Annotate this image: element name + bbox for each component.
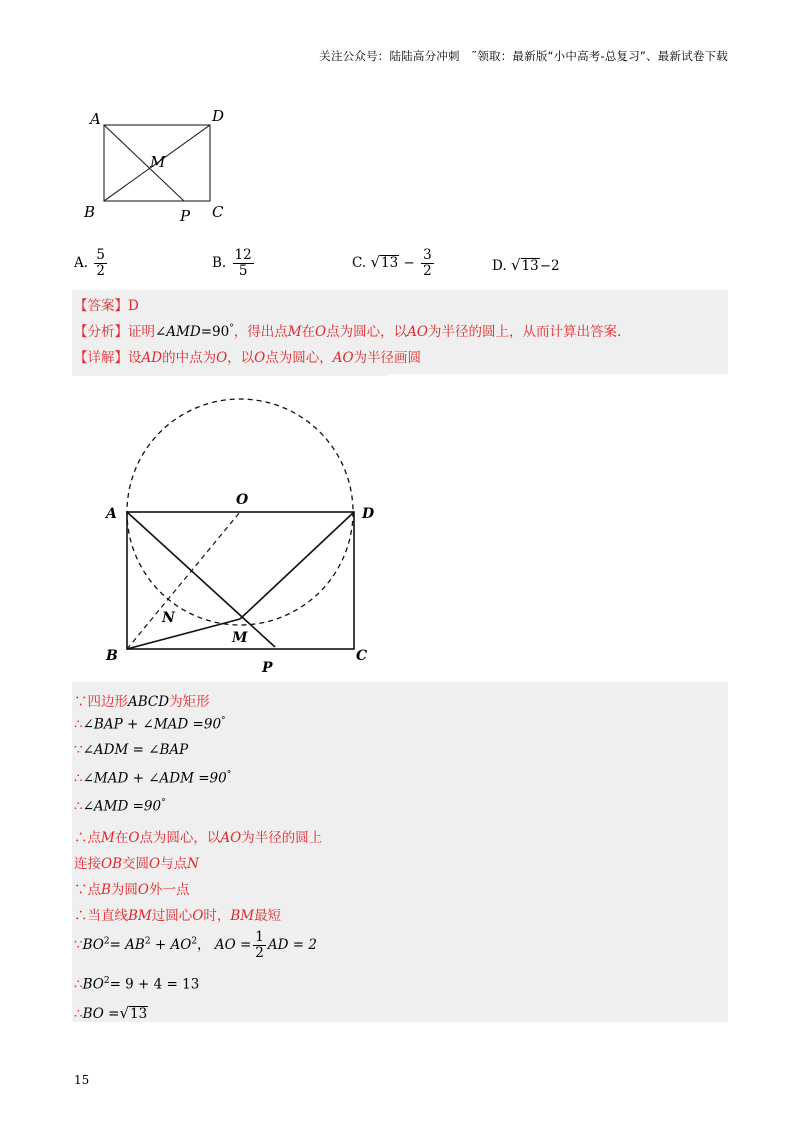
label-m: M — [232, 630, 248, 646]
choice-c-prefix: C. — [352, 254, 367, 271]
step-7: 连接OB交圆O与点N — [74, 856, 199, 872]
detail-line: 【详解】设AD的中点为O，以O点为圆心，AO为半径画圆 — [74, 350, 422, 366]
fraction: $\frac{3}{2}$ — [423, 247, 432, 279]
label-d: D — [362, 506, 375, 522]
label-o: O — [236, 492, 249, 508]
fraction: $\frac{12}{5}$ — [234, 247, 252, 279]
label-a: A — [106, 506, 117, 522]
label-p: P — [262, 660, 273, 676]
figure-rectangle-abcd — [80, 105, 240, 225]
choice-c[interactable] — [352, 248, 436, 279]
label-m: M — [150, 153, 166, 171]
choice-d-rest: −2 — [539, 258, 560, 274]
choice-d-prefix: D. — [492, 258, 507, 274]
step-8: ∵点B为圆O外一点 — [74, 882, 190, 898]
answer-line: 【答案】D — [74, 298, 139, 314]
label-c: C — [212, 203, 224, 221]
step-3: ∵∠ADM = ∠BAP — [74, 742, 189, 758]
step-5: ∴∠AMD =90° — [74, 798, 166, 815]
fraction: $\frac{5}{2}$ — [96, 247, 105, 279]
analysis-line: 【分析】证明∠AMD=90°，得出点M在O点为圆心，以AO为半径的圆上，从而计算出答案. — [74, 323, 622, 340]
minus-sign: − — [403, 254, 415, 271]
label-d: D — [212, 107, 225, 125]
step-2: ∴∠BAP + ∠MAD =90° — [74, 716, 226, 733]
radical-sign: √ — [370, 252, 380, 271]
step-9: ∴当直线BM过圆心O时，BM最短 — [74, 908, 282, 924]
choice-a[interactable] — [74, 248, 109, 279]
label-b: B — [84, 203, 96, 221]
page-number: 15 — [74, 1073, 90, 1087]
step-11: $\therefore BO^2= 9 + 4 = 13$ — [74, 976, 200, 993]
step-12: ∴BO =√13 — [74, 1004, 148, 1022]
radicand: 13 — [521, 258, 539, 274]
label-b: B — [106, 648, 118, 664]
choice-b-prefix: B. — [212, 254, 227, 271]
label-p: P — [180, 207, 191, 225]
page-header: 关注公众号：陆陆高分冲刺 ˜领取：最新版“小中高考-总复习”、最新试卷下载 — [319, 49, 728, 63]
choice-b[interactable] — [212, 248, 256, 279]
step-4: ∴∠MAD + ∠ADM =90° — [74, 770, 232, 787]
choice-a-prefix: A. — [74, 254, 89, 271]
fraction: $\frac{1}{2}$ — [255, 929, 264, 961]
step-6: ∴点M在O点为圆心，以AO为半径的圆上 — [74, 830, 323, 846]
step-10: $\because BO^2= AB^2 + AO^2$， AO = $\frac{1}{2}$ AD = 2 — [74, 929, 317, 961]
radicand: 13 — [381, 254, 399, 271]
radicand: 13 — [130, 1006, 148, 1022]
step-1: ∵四边形ABCD为矩形 — [74, 694, 210, 710]
radical-sign: √ — [510, 256, 521, 274]
figure-circle-construction — [72, 376, 388, 680]
label-n: N — [162, 610, 175, 626]
label-c: C — [356, 648, 368, 664]
radical-sign: √ — [119, 1004, 129, 1022]
label-a: A — [90, 110, 101, 128]
choice-d[interactable] — [492, 256, 560, 274]
